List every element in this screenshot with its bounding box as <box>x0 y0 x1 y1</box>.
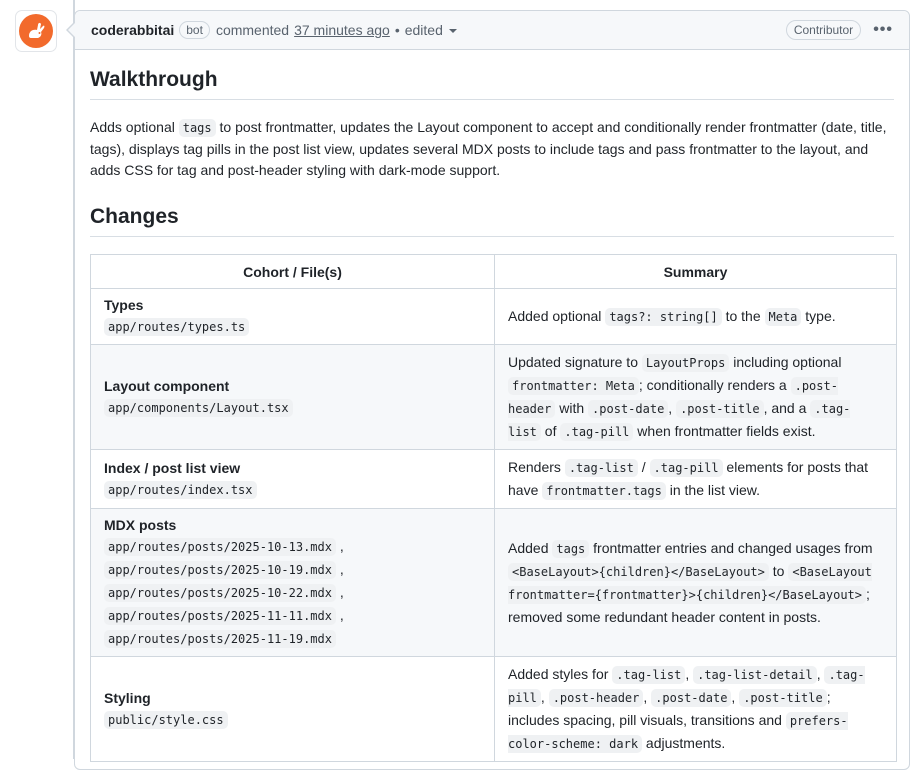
cohort-cell: MDX posts app/routes/posts/2025-10-13.mdx , app/routes/posts/2025-10-19.mdx , app/routes/posts/2025-10-22.mdx , app/routes/posts/2025-11-11.mdx , app/routes/posts/2025-11-19.mdx <box>91 509 495 657</box>
cohort-cell: Types app/routes/types.ts <box>91 289 495 345</box>
rabbit-icon <box>19 14 53 48</box>
summary-text: in the list view. <box>665 482 760 498</box>
summary-cell <box>495 345 897 450</box>
summary-text: , <box>643 689 652 705</box>
inline-code: <BaseLayout frontmatter={frontmatter}>{children}</BaseLayout> <box>508 565 872 602</box>
inline-code: .tag-list-detail <box>693 666 817 684</box>
summary-text: , and a <box>763 400 811 416</box>
summary-text: when frontmatter fields exist. <box>633 423 816 439</box>
walkthrough-heading: Walkthrough <box>90 68 894 100</box>
caret-down-icon[interactable] <box>449 29 457 33</box>
inline-code: .post-title <box>739 689 826 707</box>
author-link[interactable]: coderabbitai <box>91 22 175 38</box>
cohort-cell: Index / post list view app/routes/index.tsx <box>91 450 495 509</box>
inline-code: .tag-list <box>508 402 851 439</box>
inline-code: frontmatter: Meta <box>508 377 639 395</box>
timestamp-link[interactable]: 37 minutes ago <box>294 22 390 38</box>
column-header-summary: Summary <box>495 255 897 289</box>
inline-code: .post-header <box>508 379 838 416</box>
edited-dropdown[interactable]: edited <box>404 22 443 38</box>
summary-text: of <box>540 423 561 439</box>
summary-text: / <box>637 459 650 475</box>
action-text: commented <box>215 22 290 38</box>
table-row <box>91 450 897 509</box>
changes-table <box>90 254 897 762</box>
separator: • <box>394 22 400 38</box>
summary-text: to the <box>721 308 765 324</box>
summary-text: , <box>540 689 549 705</box>
summary-text: Added optional <box>508 308 606 324</box>
inline-code: tags?: string[] <box>605 308 721 326</box>
file-path: app/components/Layout.tsx <box>104 399 293 417</box>
comment-card <box>74 10 910 770</box>
comment-header <box>75 11 909 50</box>
summary-text: elements for posts that have <box>508 459 869 498</box>
summary-text: , <box>668 400 677 416</box>
table-row <box>91 289 897 345</box>
kebab-icon[interactable]: ••• <box>873 21 893 38</box>
summary-text: Renders <box>508 459 565 475</box>
file-path: app/routes/posts/2025-10-13.mdx <box>104 538 336 556</box>
summary-text: Added <box>508 540 553 556</box>
inline-code: frontmatter.tags <box>542 482 666 500</box>
changes-heading: Changes <box>90 205 894 237</box>
file-path: app/routes/posts/2025-11-11.mdx <box>104 607 336 625</box>
inline-code: .post-date <box>588 400 668 418</box>
summary-text: Updated signature to <box>508 354 642 370</box>
inline-code: prefers-color-scheme: dark <box>508 714 848 751</box>
summary-cell <box>495 289 897 345</box>
cohort-cell: Layout component app/components/Layout.tsx <box>91 345 495 450</box>
summary-cell <box>495 509 897 657</box>
summary-text: , <box>731 689 740 705</box>
file-path: app/routes/posts/2025-11-19.mdx <box>104 630 336 648</box>
summary-text: , <box>685 666 694 682</box>
inline-code: .post-date <box>651 689 731 707</box>
inline-code: <BaseLayout>{children}</BaseLayout> <box>508 563 769 581</box>
summary-text: with <box>555 400 589 416</box>
inline-code: .post-header <box>549 689 644 707</box>
table-row <box>91 345 897 450</box>
summary-text: including optional <box>729 354 842 370</box>
avatar[interactable] <box>15 10 57 52</box>
inline-code: Meta <box>765 308 802 326</box>
inline-code: tags <box>179 119 216 137</box>
bot-badge: bot <box>179 21 210 39</box>
summary-text: ; conditionally renders a <box>638 377 791 393</box>
inline-code: .tag-pill <box>560 423 633 441</box>
cohort-cell: Styling public/style.css <box>91 657 495 762</box>
column-header-cohort: Cohort / File(s) <box>91 255 495 289</box>
file-path: app/routes/posts/2025-10-19.mdx <box>104 561 336 579</box>
inline-code: .post-title <box>676 400 763 418</box>
summary-cell <box>495 657 897 762</box>
summary-text: , <box>816 666 825 682</box>
summary-text: adjustments. <box>642 735 726 751</box>
summary-cell <box>495 450 897 509</box>
summary-text: to <box>768 563 789 579</box>
walkthrough-text: Adds optional tags to post frontmatter, updates the Layout component to accept and conditionally render frontmatter (date, title, tags), displays tag pills in the post list view, updates several MDX posts to include tags and pass frontmatter to the layout, and adds CSS for tag and post-header styling with dark-mode support. <box>90 119 887 178</box>
table-row <box>91 509 897 657</box>
summary-text: frontmatter entries and changed usages from <box>589 540 873 556</box>
comment-body <box>75 68 909 762</box>
summary-text: Added styles for <box>508 666 613 682</box>
contributor-badge: Contributor <box>786 20 861 40</box>
inline-code: .tag-list <box>565 459 638 477</box>
table-row <box>91 657 897 762</box>
inline-code: .tag-list <box>612 666 685 684</box>
file-path: app/routes/index.tsx <box>104 481 257 499</box>
file-path: app/routes/types.ts <box>104 318 249 336</box>
comment-pointer-fill <box>68 23 75 37</box>
file-path: app/routes/posts/2025-10-22.mdx <box>104 584 336 602</box>
inline-code: .tag-pill <box>650 459 723 477</box>
summary-text: ; removed some redundant header content in posts. <box>508 586 870 625</box>
file-path: public/style.css <box>104 711 228 729</box>
summary-text: ; includes spacing, pill visuals, transitions and <box>508 689 831 728</box>
inline-code: .tag-pill <box>508 668 865 705</box>
inline-code: tags <box>552 540 589 558</box>
inline-code: LayoutProps <box>642 354 729 372</box>
summary-text: type. <box>801 308 836 324</box>
